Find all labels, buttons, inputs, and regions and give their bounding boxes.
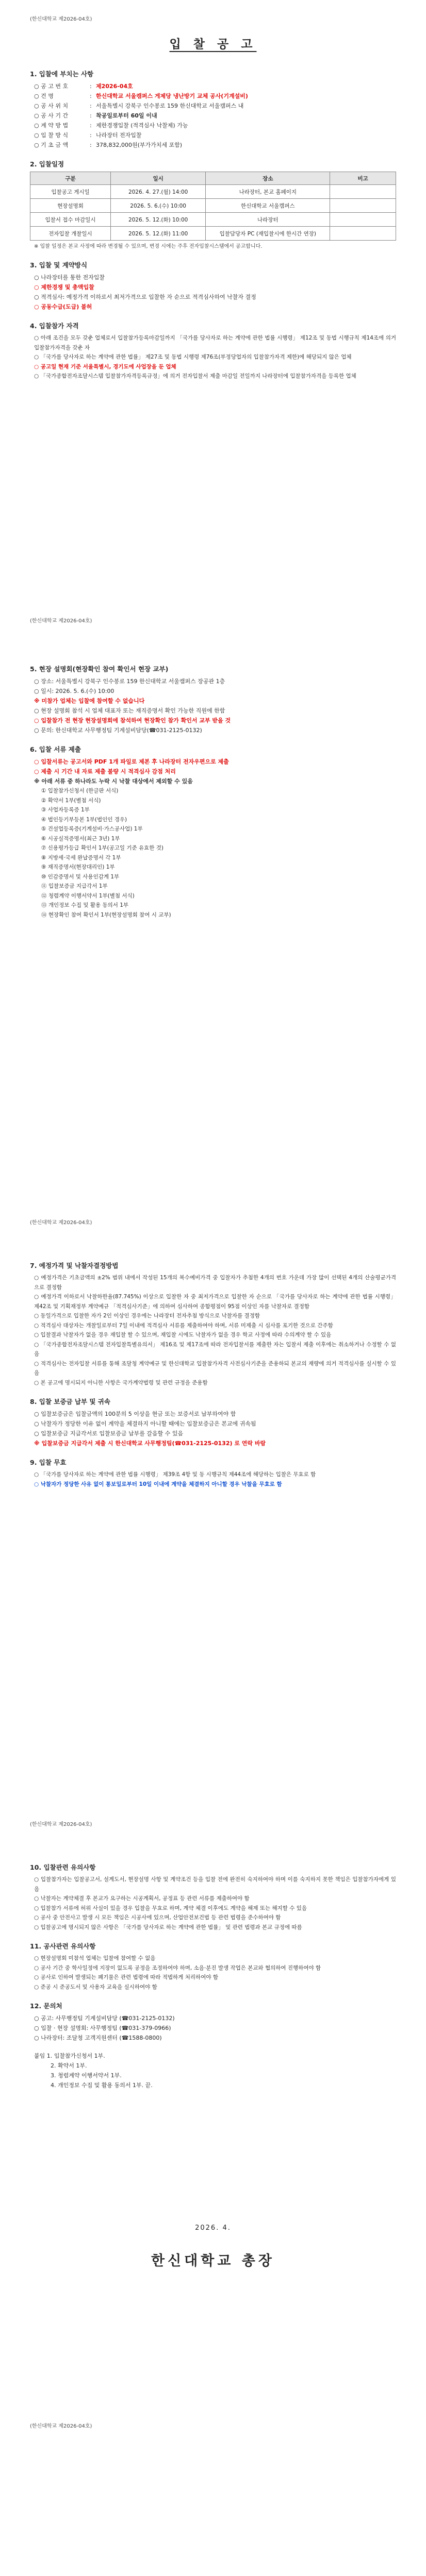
table-header: 비고	[330, 172, 396, 185]
list-item: ③ 사업자등록증 1부	[41, 807, 90, 813]
signature: 한신대학교 총장	[151, 2253, 275, 2269]
list-item: ① 입찰참가신청서 (한글판 서식)	[41, 788, 119, 794]
info-row: ○ 공 고 번 호 : 제2026-04호	[30, 81, 396, 91]
list-item: ○ 일시: 2026. 5. 6.(수) 10:00	[34, 688, 114, 694]
list-item: ○ 낙찰자는 계약체결 후 본교가 요구하는 시공계획서, 공정표 등 관련 서류를 제출하여야 함	[34, 1895, 250, 1902]
list-item: ○ 예정가격 이하로서 낙찰하한율(87.745%) 이상으로 입찰한 자 중 최저가격으로 입찰한 자 순으로 「국가를 당사자로 하는 계약에 관한 법률 시행령」 제42조 및 기획재정부 계약예규 「적격심사기준」에 의하여 심사하여 종합평점이 95점 이상인 자를 낙찰자로 결정함	[34, 1294, 396, 1310]
table-cell: 나라장터, 본교 홈페이지	[206, 185, 330, 199]
list-item: ○ 공사 기간 중 학사일정에 지장이 없도록 공정을 조정하여야 하며, 소음·분진 발생 작업은 본교와 협의하여 진행하여야 함	[34, 1964, 321, 1971]
list-item: ⑩ 인감증명서 및 사용인감계 1부	[41, 873, 120, 880]
section-11-title: 11. 공사관련 유의사항	[30, 1942, 96, 1950]
list-item: ○ 적격심사: 예정가격 이하로서 최저가격으로 입찰한 자 순으로 적격심사하여 낙찰자 결정	[34, 294, 256, 300]
document-header: (한신대학교 제2026-04호)	[30, 1220, 92, 1226]
list-item: ○ 「국가종합전자조달시스템 전자입찰특별유의서」 제16조 및 제17조에 따라 전자입찰서를 제출한 자는 입찰서 제출 이후에는 취소하거나 수정할 수 없음	[34, 1341, 396, 1357]
list-item: ○ 아래 조건을 모두 갖춘 업체로서 입찰참가등록마감일까지 「국가를 당사자로 하는 계약에 관한 법률 시행령」 제12조 및 동법 시행규칙 제14조에 의거 입찰참가자격을 갖춘 자	[34, 335, 396, 351]
page-2	[0, 602, 426, 1204]
list-item: ○ 입찰 · 현장 설명회: 사무행정팀 (☎031-379-0966)	[34, 2025, 171, 2031]
list-item: ○ 동일가격으로 입찰한 자가 2인 이상인 경우에는 나라장터 전자추첨 방식으로 낙찰자를 결정함	[34, 1313, 260, 1319]
list-item: ○ 입찰공고에 명시되지 않은 사항은 「국가를 당사자로 하는 계약에 관한 법률」 및 관련 법령과 본교 규정에 따름	[34, 1924, 302, 1930]
list-item: ○ 제출 시 기간 내 자료 제출 불량 시 적격심사 감점 처리	[34, 768, 176, 775]
attachment-item: 2. 확약서 1부.	[51, 2062, 87, 2069]
document-title: 입 찰 공 고	[169, 38, 257, 51]
table-cell: 전자입찰 개찰일시	[30, 227, 111, 241]
list-item: ⑬ 개인정보 수집 및 활용 동의서 1부	[41, 902, 129, 908]
info-row: ○ 기 초 금 액 : 378,832,000원(부가가치세 포함)	[30, 140, 396, 150]
table-cell: 입찰서 접수 마감일시	[30, 213, 111, 227]
list-item: ※ 입찰보증금 지급각서 제출 시 한신대학교 사무행정팀(☎031-2125-0132) 로 연락 바람	[34, 1440, 266, 1447]
table-cell: 2026. 4. 27.(월) 14:00	[110, 185, 205, 199]
list-item: ⑫ 청렴계약 이행서약서 1부(별첨 서식)	[41, 892, 135, 899]
info-row: ○ 공 사 위 치 : 서울특별시 강북구 인수봉로 159 한신대학교 서울캠퍼스 내	[30, 101, 396, 111]
list-item: ○ 「국가를 당사자로 하는 계약에 관한 법률」 제27조 및 동법 시행령 제76조(부정당업자의 입찰참가자격 제한)에 해당되지 않은 업체	[34, 354, 352, 360]
info-value: 착공일로부터 60일 이내	[96, 112, 157, 119]
list-item: ○ 공고: 사무행정팀 기계설비담당 (☎031-2125-0132)	[34, 2015, 175, 2022]
list-item: ○ 공사 중 안전사고 발생 시 모든 책임은 시공사에 있으며, 산업안전보건법 등 관련 법령을 준수하여야 함	[34, 1914, 281, 1921]
list-item: ○ 입찰보증금은 입찰금액의 100분의 5 이상을 현금 또는 보증서로 납부하여야 함	[34, 1411, 236, 1417]
list-item: ○ 제한경쟁 및 총액입찰	[34, 284, 94, 291]
info-value: 378,832,000원(부가가치세 포함)	[96, 142, 183, 148]
table-header: 장소	[206, 172, 330, 185]
section-1-title: 1. 입찰에 부치는 사항	[30, 70, 94, 78]
section-4-title: 4. 입찰참가 자격	[30, 322, 79, 330]
list-item: ○ 예정가격은 기초금액의 ±2% 범위 내에서 작성된 15개의 복수예비가격 중 입찰자가 추첨한 4개의 번호 가운데 가장 많이 선택된 4개의 산술평균가격으로 결정함	[34, 1275, 396, 1291]
document-header: (한신대학교 제2026-04호)	[30, 16, 92, 22]
list-item: ② 확약서 1부(별첨 서식)	[41, 797, 101, 804]
info-label: ○ 공 고 번 호	[34, 81, 90, 91]
table-cell	[330, 199, 396, 213]
info-row: ○ 공 사 기 간 : 착공일로부터 60일 이내	[30, 111, 396, 121]
attachment-item: 3. 청렴계약 이행서약서 1부.	[51, 2072, 122, 2079]
table-header: 구분	[30, 172, 111, 185]
table-cell	[330, 213, 396, 227]
list-item: ○ 입찰결과 낙찰자가 없을 경우 재입찰 할 수 있으며, 재입찰 시에도 낙찰자가 없을 경우 학교 사정에 따라 수의계약 할 수 있음	[34, 1332, 332, 1338]
list-item: ○ 낙찰자가 정당한 이유 없이 계약을 체결하지 아니할 때에는 입찰보증금은 본교에 귀속됨	[34, 1420, 256, 1427]
page-4	[0, 1805, 426, 2407]
table-cell: 2026. 5. 6.(수) 10:00	[110, 199, 205, 213]
list-item: ○ 현장설명회 미참석 업체는 입찰에 참여할 수 없음	[34, 1955, 156, 1961]
section-7-title: 7. 예정가격 및 낙찰자결정방법	[30, 1262, 119, 1269]
attachment-item: 4. 개인정보 수집 및 활용 동의서 1부. 끝.	[51, 2082, 153, 2089]
list-item: ○ 낙찰자가 정당한 사유 없이 통보일로부터 10일 이내에 계약을 체결하지 아니할 경우 낙찰을 무효로 함	[34, 1481, 282, 1487]
document-header: (한신대학교 제2026-04호)	[30, 618, 92, 624]
list-item: ○ 「국가를 당사자로 하는 계약에 관한 법률 시행령」 제39조 4항 및 동 시행규칙 제44조에 해당하는 입찰은 무효로 함	[34, 1471, 316, 1478]
info-row: ○ 입 찰 방 식 : 나라장터 전자입찰	[30, 130, 396, 140]
list-item: ○ 장소: 서울특별시 강북구 인수봉로 159 한신대학교 서울캠퍼스 장공관 1층	[34, 678, 225, 685]
table-cell: 2026. 5. 12.(화) 10:00	[110, 213, 205, 227]
table-cell: 입찰공고 게시일	[30, 185, 111, 199]
document-header: (한신대학교 제2026-04호)	[30, 1822, 92, 1827]
list-item: ○ 공동수급(도급) 불허	[34, 303, 92, 310]
table-cell	[330, 227, 396, 241]
info-label: ○ 기 초 금 액	[34, 140, 90, 150]
list-item: ※ 아래 서류 중 하나라도 누락 시 낙찰 대상에서 제외할 수 있음	[34, 778, 193, 785]
list-item: ○ 적격심사는 전자입찰 서류를 통해 조달청 계약예규 및 한신대학교 입찰참가자격 사전심사기준을 준용하되 본교의 재량에 의거 적격심사를 실시할 수 있음	[34, 1360, 396, 1376]
info-label: ○ 건 명	[34, 91, 90, 101]
list-item: ○ 공사로 인하여 발생되는 폐기물은 관련 법령에 따라 적법하게 처리하여야 함	[34, 1974, 218, 1980]
table-cell: 한신대학교 서울캠퍼스	[206, 199, 330, 213]
schedule-note: ※ 입찰 일정은 본교 사정에 따라 변경될 수 있으며, 변경 시에는 주후 전자입찰시스템에서 공고합니다.	[34, 244, 263, 249]
section-2-title: 2. 입찰일정	[30, 160, 64, 168]
info-row: ○ 건 명 : 한신대학교 서울캠퍼스 게제당 냉난방기 교체 공사(기계설비)	[30, 91, 396, 101]
schedule-table	[30, 172, 396, 241]
table-row	[30, 227, 396, 241]
list-item: ⑧ 지방세·국세 완납증명서 각 1부	[41, 854, 121, 861]
section-10-title: 10. 입찰관련 유의사항	[30, 1863, 96, 1871]
section-5-title: 5. 현장 설명회(현장확인 참여 확인서 현장 교부)	[30, 665, 169, 673]
list-item: ○ 「국가종합전자조달시스템 입찰참가자격등록규정」에 의거 전자입찰서 제출 마감일 전일까지 나라장터에 입찰참가자격을 등록한 업체	[34, 373, 356, 379]
list-item: ※ 미참가 업체는 입찰에 참여할 수 없습니다	[34, 698, 145, 704]
info-row: ○ 계 약 방 법 : 제한경쟁입찰 (적격심사 낙찰제) 가능	[30, 121, 396, 130]
document-header: (한신대학교 제2026-04호)	[30, 2424, 92, 2429]
list-item: ⑨ 재직증명서(현장대리인) 1부	[41, 864, 115, 870]
list-item: ⑪ 입찰보증금 지급각서 1부	[41, 883, 108, 889]
list-item: ○ 입찰참가 전 현장 현장설명회에 참석하여 현장확인 참가 확인서 교부 받을 것	[34, 717, 231, 724]
section-6-title: 6. 입찰 서류 제출	[30, 745, 81, 753]
section-8-title: 8. 입찰 보증금 납부 및 귀속	[30, 1398, 110, 1405]
info-label: ○ 공 사 기 간	[34, 111, 90, 121]
page-3	[0, 1204, 426, 1805]
table-cell: 현장설명회	[30, 199, 111, 213]
section-9-title: 9. 입찰 무효	[30, 1459, 67, 1466]
table-cell: 입찰담당자 PC (재입찰시에 한시간 연장)	[206, 227, 330, 241]
info-value: 나라장터 전자입찰	[96, 132, 142, 139]
list-item: ○ 본 공고에 명시되지 아니한 사항은 국가계약법령 및 관련 규정을 준용함	[34, 1379, 208, 1386]
attachment-title: 붙임 1. 입찰참가신청서 1부.	[34, 2053, 105, 2059]
table-row	[30, 199, 396, 213]
list-item: ⑤ 건설업등록증(기계설비·가스공사업) 1부	[41, 826, 143, 832]
table-cell: 2026. 5. 12.(화) 11:00	[110, 227, 205, 241]
page-5	[0, 2407, 426, 2576]
table-row	[30, 213, 396, 227]
list-item: ○ 현장 설명회 참석 시 업체 대표자 또는 재직증명서 확인 가능한 직원에 한함	[34, 707, 225, 714]
list-item: ○ 입찰보증금 지급각서로 입찰보증금 납부를 갈음할 수 있음	[34, 1430, 184, 1437]
list-item: ⑦ 신용평가등급 확인서 1부(공고일 기준 유효한 것)	[41, 845, 164, 851]
page-1	[0, 0, 426, 602]
info-label: ○ 공 사 위 치	[34, 101, 90, 111]
info-label: ○ 계 약 방 법	[34, 121, 90, 130]
info-value: 제2026-04호	[96, 83, 133, 90]
section-3-title: 3. 입찰 및 계약방식	[30, 261, 88, 269]
table-cell: 나라장터	[206, 213, 330, 227]
list-item: ○ 문의: 한신대학교 사무행정팀 기계설비담당(☎031-2125-0132)	[34, 727, 202, 734]
list-item: ⑥ 시공실적증명서(최근 3년) 1부	[41, 835, 120, 842]
info-value: 제한경쟁입찰 (적격심사 낙찰제) 가능	[96, 122, 188, 129]
list-item: ④ 법인등기부등본 1부(법인인 경우)	[41, 816, 127, 823]
list-item: ○ 준공 시 준공도서 및 사용자 교육을 실시하여야 함	[34, 1984, 157, 1990]
notice-date: 2026. 4.	[195, 2224, 231, 2232]
list-item: ○ 입찰서류는 공고서와 PDF 1개 파일로 제본 후 나라장터 전자우편으로 제출	[34, 758, 229, 765]
info-value: 서울특별시 강북구 인수봉로 159 한신대학교 서울캠퍼스 내	[96, 103, 244, 109]
info-value: 한신대학교 서울캠퍼스 게제당 냉난방기 교체 공사(기계설비)	[96, 93, 248, 99]
table-header: 일시	[110, 172, 205, 185]
list-item: ○ 적격심사 대상자는 개찰일로부터 7일 이내에 적격심사 서류를 제출하여야 하며, 서류 미제출 시 심사를 포기한 것으로 간주함	[34, 1322, 333, 1329]
list-item: ○ 나라장터를 통한 전자입찰	[34, 274, 105, 281]
list-item: ○ 공고일 현재 기준 서울특별시, 경기도에 사업장을 둔 업체	[34, 363, 176, 370]
list-item: ⑭ 현장확인 참여 확인서 1부(현장설명회 참여 시 교부)	[41, 911, 171, 918]
table-row	[30, 185, 396, 199]
table-cell	[330, 185, 396, 199]
info-label: ○ 입 찰 방 식	[34, 130, 90, 140]
list-item: ○ 입찰참가자는 입찰공고서, 설계도서, 현장설명 사항 및 계약조건 등을 입찰 전에 완전히 숙지하여야 하며 이를 숙지하지 못한 책임은 입찰참가자에게 있음	[34, 1876, 396, 1892]
section-12-title: 12. 문의처	[30, 2002, 62, 2010]
list-item: ○ 나라장터: 조달청 고객지원센터 (☎1588-0800)	[34, 2035, 162, 2041]
list-item: ○ 입찰참가 서류에 허위 사실이 있을 경우 입찰을 무효로 하며, 계약 체결 이후에도 계약을 해제 또는 해지할 수 있음	[34, 1905, 307, 1911]
